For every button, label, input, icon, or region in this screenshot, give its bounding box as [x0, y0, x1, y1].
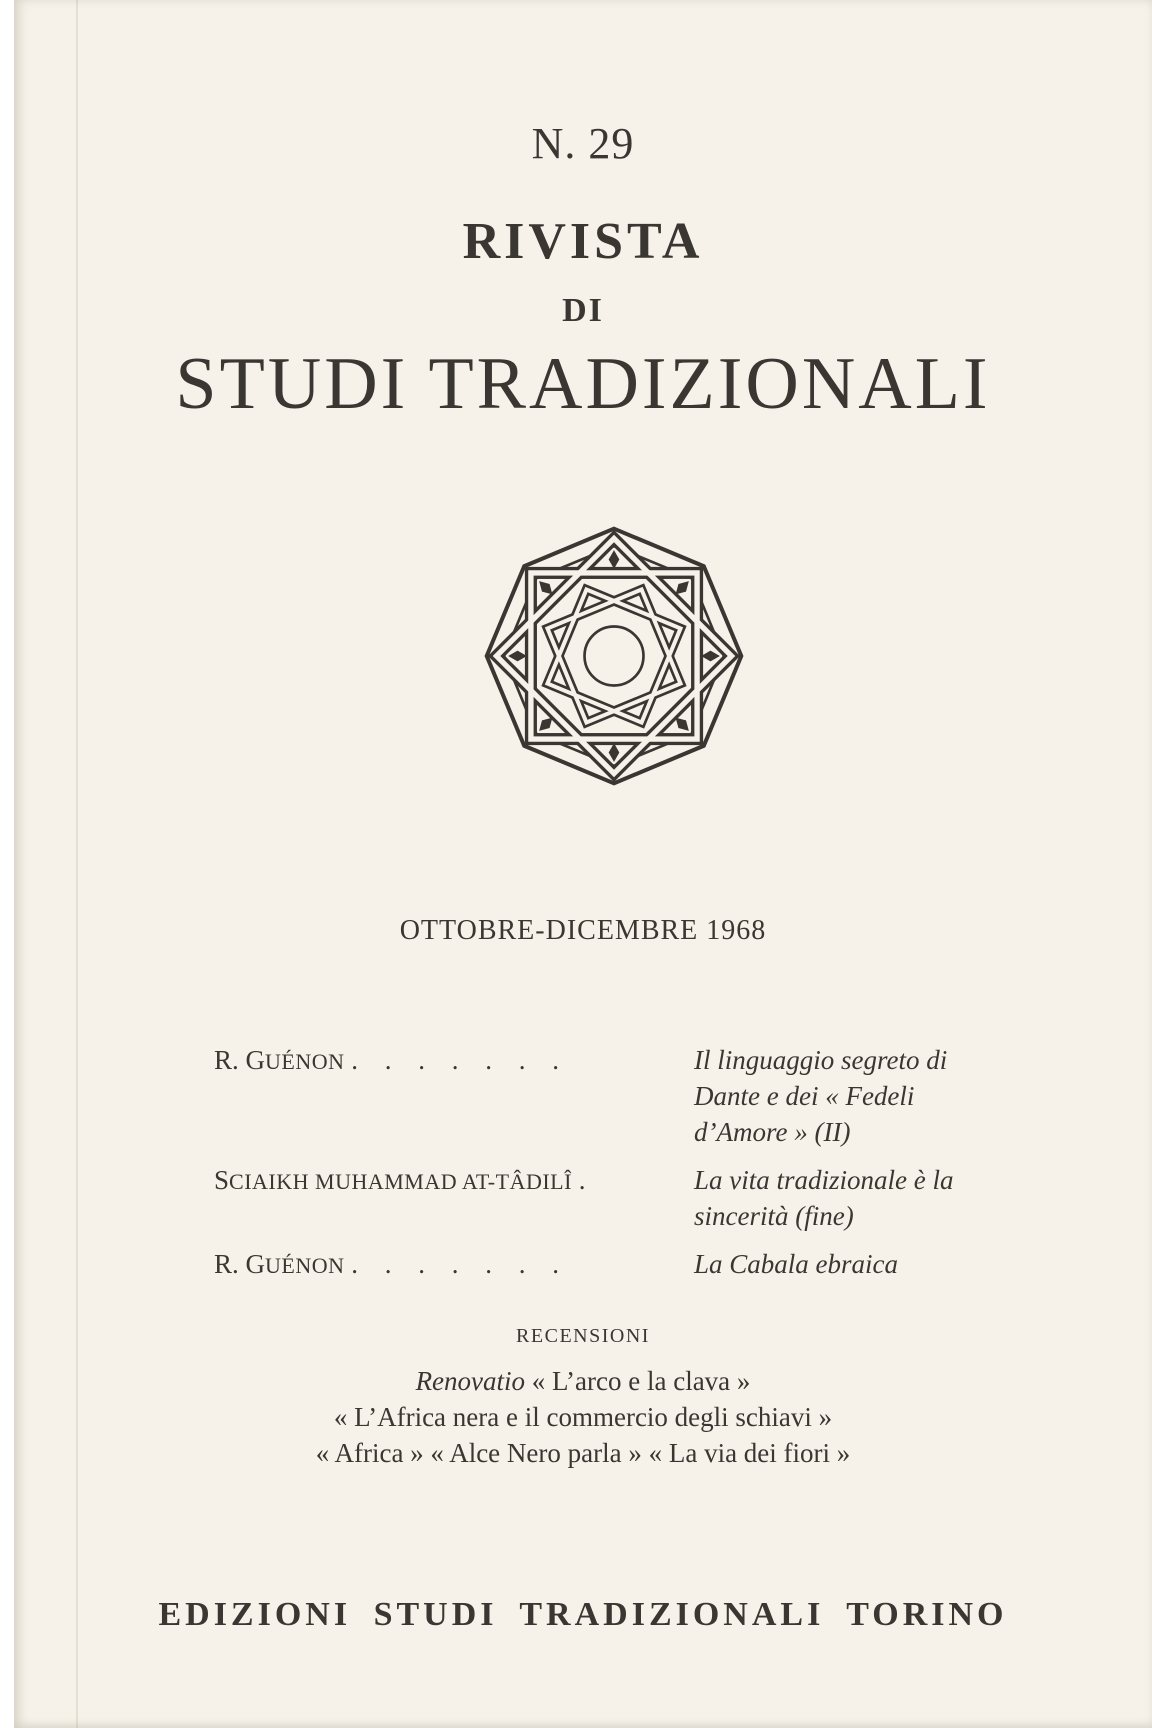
entry-author: R. GUÉNON . . . . . . .	[214, 1045, 570, 1075]
title-studi-tradizionali: STUDI TRADIZIONALI	[175, 343, 991, 425]
contents-entry	[214, 1042, 1014, 1152]
title-di: DI	[562, 292, 604, 329]
publisher-name: EDIZIONI STUDI TRADIZIONALI TORINO	[158, 1596, 1008, 1633]
review-line: « L’Africa nera e il commercio degli schiavi »	[333, 1402, 833, 1432]
review-line: « Africa » « Alce Nero parla » « La via dei fiori »	[315, 1438, 851, 1468]
contents-entry	[214, 1162, 1014, 1236]
entry-author: SCIAIKH MUHAMMAD AT-TÂDILÎ .	[214, 1165, 596, 1195]
review-line: Renovatio « L’arco e la clava »	[415, 1366, 751, 1396]
leader-dots: . . . . . . .	[351, 1249, 570, 1279]
magazine-cover	[14, 0, 1152, 1728]
interlaced-star-emblem-icon	[480, 522, 748, 790]
leader-dots: .	[578, 1165, 596, 1195]
entry-title: La Cabala ebraica	[694, 1249, 899, 1279]
issue-date: OTTOBRE-DICEMBRE 1968	[399, 915, 767, 946]
leader-dots: . . . . . . .	[351, 1045, 570, 1075]
entry-title: Il linguaggio segreto di Dante e dei « Fedeli d’Amore » (II)	[694, 1045, 948, 1147]
reviews-heading: RECENSIONI	[516, 1325, 650, 1347]
title-rivista: RIVISTA	[462, 213, 704, 270]
contents-entry	[214, 1246, 1014, 1286]
issue-number: N. 29	[531, 119, 635, 168]
entry-title: La vita tradizionale è la sincerità (fine)	[694, 1165, 954, 1231]
entry-author: R. GUÉNON . . . . . . .	[214, 1249, 570, 1279]
